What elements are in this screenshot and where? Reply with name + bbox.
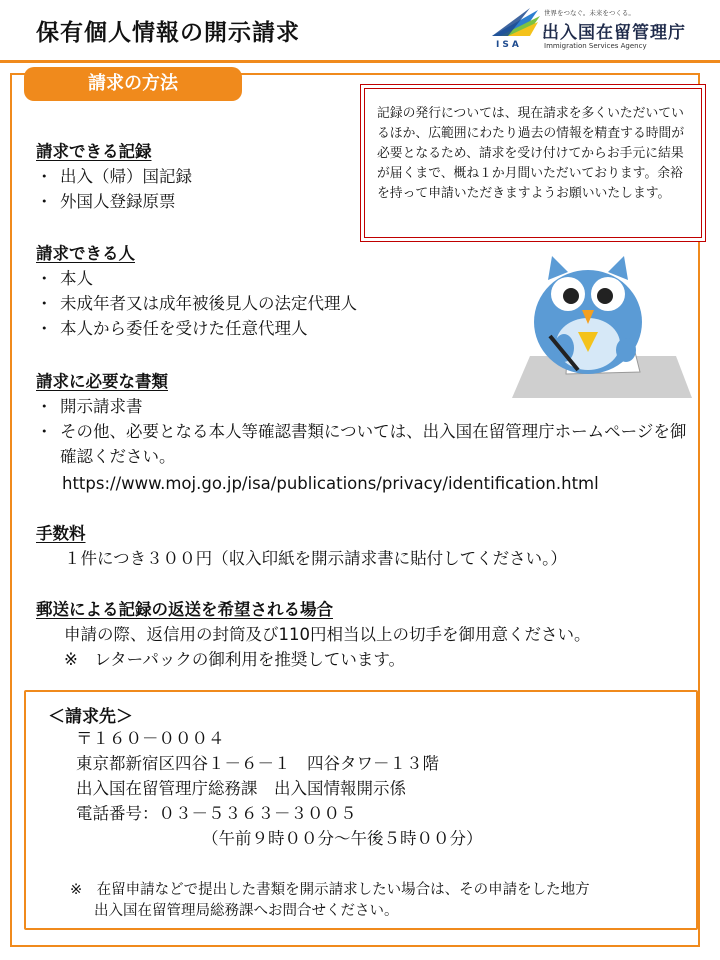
- list-item: ・ 未成年者又は成年被後見人の法定代理人: [36, 291, 357, 316]
- mail-text: 申請の際、返信用の封筒及び110円相当以上の切手を御用意ください。: [64, 625, 591, 644]
- list-item: ・ 出入（帰）国記録: [36, 164, 192, 189]
- office-hours: （午前９時００分～午後５時００分）: [202, 829, 483, 848]
- header-divider: [0, 60, 720, 63]
- page-title: 保有個人情報の開示請求: [36, 20, 300, 46]
- contact-note-line2: 出入国在留管理局総務課へお問合せください。: [94, 903, 399, 919]
- notice-text: 記録の発行については、現在請求を多くいただいているほか、広範囲にわたり過去の情報を精査する時間が必要となるため、請求を受け付けてからお手元に結果が届くまで、概ね１か月間いただいております。余裕を持って申請いただきますようお願いいたします。: [364, 88, 702, 238]
- mail-section: [36, 596, 591, 672]
- isa-logo: [490, 6, 714, 54]
- notice-box: [360, 84, 706, 242]
- list-item: ・ その他、必要となる本人等確認書類については、出入国在留管理庁ホームページを御確認ください。: [36, 419, 692, 469]
- section-tab: 請求の方法: [24, 67, 242, 101]
- logo-mark: ISA: [496, 40, 522, 50]
- logo-tagline: 世界をつなぐ。未来をつくる。: [544, 9, 635, 17]
- fee-section: [36, 520, 567, 571]
- logo-english-name: Immigration Services Agency: [544, 42, 647, 50]
- fee-heading: 手数料: [36, 524, 86, 543]
- list-item: ・ 本人: [36, 266, 357, 291]
- address: 東京都新宿区四谷１－６－１ 四谷タワ－１３階: [76, 754, 439, 773]
- isa-logo-icon: [490, 6, 542, 44]
- postal-code: 〒１６０－０００４: [76, 729, 225, 748]
- logo-agency-name: 出入国在留管理庁: [542, 23, 686, 43]
- documents-heading: 請求に必要な書類: [36, 372, 168, 391]
- list-item: ・ 開示請求書: [36, 394, 692, 419]
- fee-text: １件につき３００円（収入印紙を開示請求書に貼付してください。）: [64, 549, 567, 568]
- records-section: [36, 138, 192, 214]
- phone-number: 電話番号：０３－５３６３－３００５: [76, 804, 357, 823]
- mail-heading: 郵送による記録の返送を希望される場合: [36, 600, 333, 619]
- identification-url: https://www.moj.go.jp/isa/publications/privacy/identification.html: [62, 474, 599, 493]
- persons-section: [36, 240, 357, 341]
- mail-note: ※ レターパックの御利用を推奨しています。: [64, 650, 406, 669]
- contact-heading: ＜請求先＞: [48, 707, 133, 727]
- records-heading: 請求できる記録: [36, 142, 152, 161]
- owl-mascot-illustration: [508, 252, 700, 412]
- persons-heading: 請求できる人: [36, 244, 135, 263]
- contact-note: [70, 880, 590, 922]
- list-item: ・ 本人から委任を受けた任意代理人: [36, 316, 357, 341]
- list-item: ・ 外国人登録原票: [36, 189, 192, 214]
- office-name: 出入国在留管理庁総務課 出入国情報開示係: [76, 779, 406, 798]
- contact-details: [76, 726, 483, 851]
- contact-note-line1: ※ 在留申請などで提出した書類を開示請求したい場合は、その申請をした地方: [70, 882, 590, 898]
